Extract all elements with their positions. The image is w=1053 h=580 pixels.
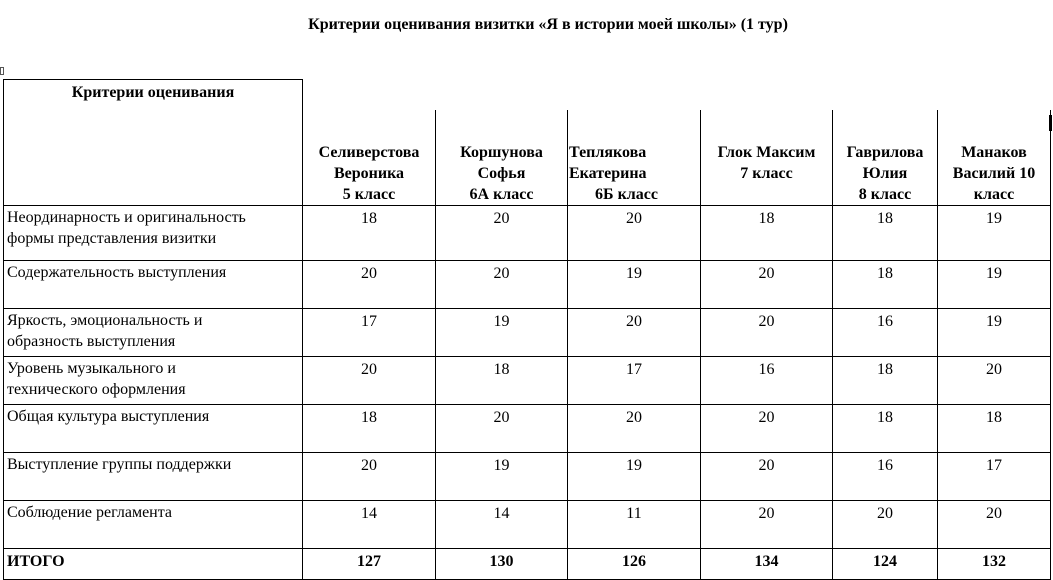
table-row xyxy=(4,356,1051,404)
participant-3: Теплякова Екатерина 6Б класс xyxy=(568,110,701,206)
header-row-top xyxy=(4,80,1051,110)
score-cell: 14 xyxy=(436,500,568,548)
total-score: 134 xyxy=(701,548,833,579)
score-cell: 20 xyxy=(568,404,701,452)
score-cell: 17 xyxy=(303,308,436,356)
table-row xyxy=(4,404,1051,452)
score-cell: 18 xyxy=(833,205,938,260)
score-cell: 20 xyxy=(701,500,833,548)
criterion-label: Соблюдение регламента xyxy=(4,500,303,548)
score-cell: 18 xyxy=(303,404,436,452)
criteria-header: Критерии оценивания xyxy=(4,80,303,206)
score-cell: 14 xyxy=(303,500,436,548)
score-cell: 19 xyxy=(938,308,1051,356)
score-cell: 20 xyxy=(938,356,1051,404)
total-score: 132 xyxy=(938,548,1051,579)
score-cell: 20 xyxy=(701,452,833,500)
criterion-label: Содержательность выступления xyxy=(4,260,303,308)
table-row xyxy=(4,452,1051,500)
criterion-label: Яркость, эмоциональность и образность выступления xyxy=(4,308,303,356)
score-cell: 18 xyxy=(436,356,568,404)
criterion-label: Выступление группы поддержки xyxy=(4,452,303,500)
score-cell: 20 xyxy=(938,500,1051,548)
score-cell: 20 xyxy=(303,260,436,308)
participant-6: Манаков Василий 10 класс xyxy=(938,110,1051,206)
criterion-label: Общая культура выступления xyxy=(4,404,303,452)
total-score: 130 xyxy=(436,548,568,579)
criterion-label: Неординарность и оригинальность формы представления визитки xyxy=(4,205,303,260)
score-cell: 19 xyxy=(568,452,701,500)
score-cell: 18 xyxy=(701,205,833,260)
score-cell: 18 xyxy=(303,205,436,260)
score-cell: 19 xyxy=(436,308,568,356)
total-label: ИТОГО xyxy=(4,548,303,579)
score-cell: 18 xyxy=(833,404,938,452)
score-cell: 20 xyxy=(436,205,568,260)
total-score: 127 xyxy=(303,548,436,579)
score-cell: 19 xyxy=(568,260,701,308)
participant-5: Гаврилова Юлия 8 класс xyxy=(833,110,938,206)
score-cell: 20 xyxy=(701,260,833,308)
score-cell: 18 xyxy=(833,260,938,308)
table-row xyxy=(4,500,1051,548)
score-cell: 18 xyxy=(833,356,938,404)
document-title: Критерии оценивания визитки «Я в истории моей школы» (1 тур) xyxy=(308,16,788,33)
participant-2: Коршунова Софья 6А класс xyxy=(436,110,568,206)
score-cell: 20 xyxy=(701,308,833,356)
score-cell: 20 xyxy=(436,260,568,308)
score-cell: 20 xyxy=(303,356,436,404)
score-cell: 16 xyxy=(833,308,938,356)
score-cell: 20 xyxy=(303,452,436,500)
score-cell: 16 xyxy=(833,452,938,500)
total-score: 126 xyxy=(568,548,701,579)
score-cell: 11 xyxy=(568,500,701,548)
score-cell: 20 xyxy=(436,404,568,452)
score-cell: 16 xyxy=(701,356,833,404)
score-cell: 20 xyxy=(833,500,938,548)
score-cell: 17 xyxy=(568,356,701,404)
scores-table xyxy=(3,79,1051,580)
total-score: 124 xyxy=(833,548,938,579)
score-cell: 20 xyxy=(701,404,833,452)
score-cell: 19 xyxy=(436,452,568,500)
score-cell: 19 xyxy=(938,205,1051,260)
participant-4: Глок Максим 7 класс xyxy=(701,110,833,206)
score-cell: 19 xyxy=(938,260,1051,308)
table-row xyxy=(4,260,1051,308)
total-row xyxy=(4,548,1051,579)
table-row xyxy=(4,308,1051,356)
score-cell: 17 xyxy=(938,452,1051,500)
score-cell: 20 xyxy=(568,308,701,356)
score-cell: 18 xyxy=(938,404,1051,452)
header-spacer xyxy=(303,80,1051,110)
table-anchor-marker xyxy=(0,67,4,75)
participant-1: Селиверстова Вероника 5 класс xyxy=(303,110,436,206)
table-row xyxy=(4,205,1051,260)
score-cell: 20 xyxy=(568,205,701,260)
criterion-label: Уровень музыкального и технического оформления xyxy=(4,356,303,404)
